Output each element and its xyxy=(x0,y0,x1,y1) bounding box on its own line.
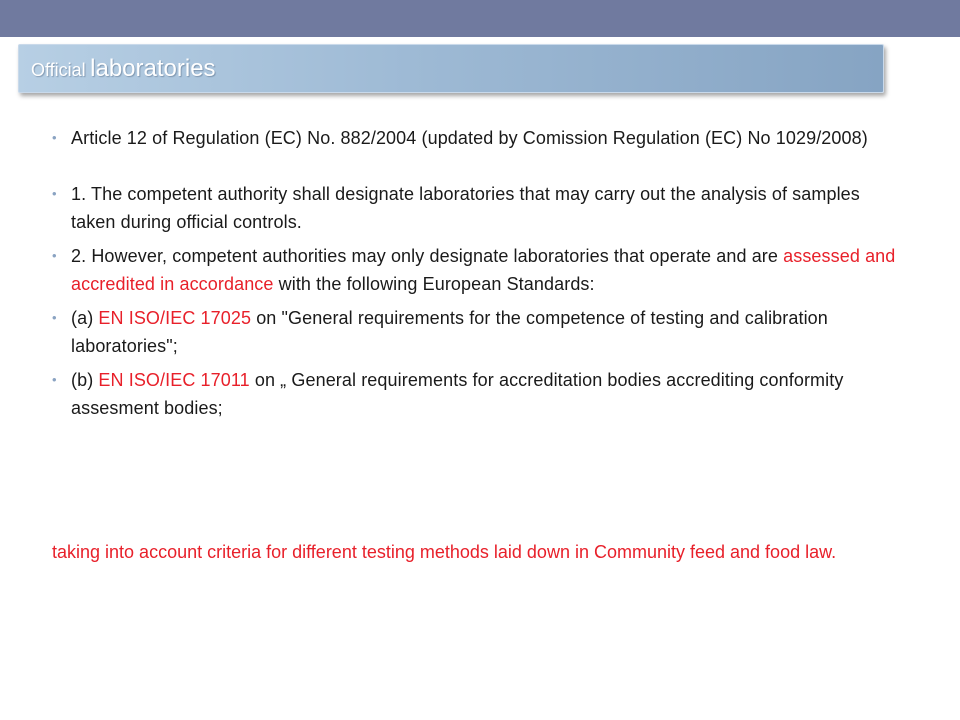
bullet-dot-icon: • xyxy=(52,130,57,145)
bullet-text-before: (b) xyxy=(71,370,99,390)
bullet-text-before: (a) xyxy=(71,308,99,328)
bullet-text: 1. The competent authority shall designate laboratories that may carry out the analysis of samples taken during official controls. xyxy=(71,184,860,232)
bullet-dot-icon: • xyxy=(52,372,57,387)
bullet-text: Article 12 of Regulation (EC) No. 882/2004 (updated by Comission Regulation (EC) No 1029/2008) xyxy=(71,128,868,148)
bullet-highlight: assessed and accredited in accordance xyxy=(71,246,896,294)
bullet-item-regulation xyxy=(52,124,902,152)
slide-title xyxy=(31,55,216,83)
closing-note: taking into account criteria for different testing methods laid down in Community feed and food law. xyxy=(52,542,837,562)
bullet-highlight: EN ISO/IEC 17025 xyxy=(98,308,252,328)
slide-content xyxy=(52,124,902,422)
bullet-item-designation xyxy=(52,180,902,236)
bullet-list xyxy=(52,124,902,422)
bullet-item-iso-17025 xyxy=(52,304,902,360)
bullet-text-after: on "General requirements for the competence of testing and calibration laboratories"; xyxy=(71,308,828,356)
bullet-item-accreditation xyxy=(52,242,902,298)
slide-title-small: Official xyxy=(31,60,86,80)
bullet-item-iso-17011 xyxy=(52,366,902,422)
title-banner xyxy=(18,44,884,93)
bullet-dot-icon: • xyxy=(52,248,57,263)
bullet-text-after: on „ General requirements for accreditation bodies accrediting conformity assesment bodies; xyxy=(71,370,844,418)
bullet-text-before: 2. However, competent authorities may only designate laboratories that operate and are xyxy=(71,246,784,266)
bullet-highlight: EN ISO/IEC 17011 xyxy=(98,370,250,390)
top-bar xyxy=(0,0,960,37)
bullet-dot-icon: • xyxy=(52,310,57,325)
slide-title-large: laboratories xyxy=(90,55,216,82)
bullet-text-after: with the following European Standards: xyxy=(273,274,595,294)
bullet-dot-icon: • xyxy=(52,186,57,201)
